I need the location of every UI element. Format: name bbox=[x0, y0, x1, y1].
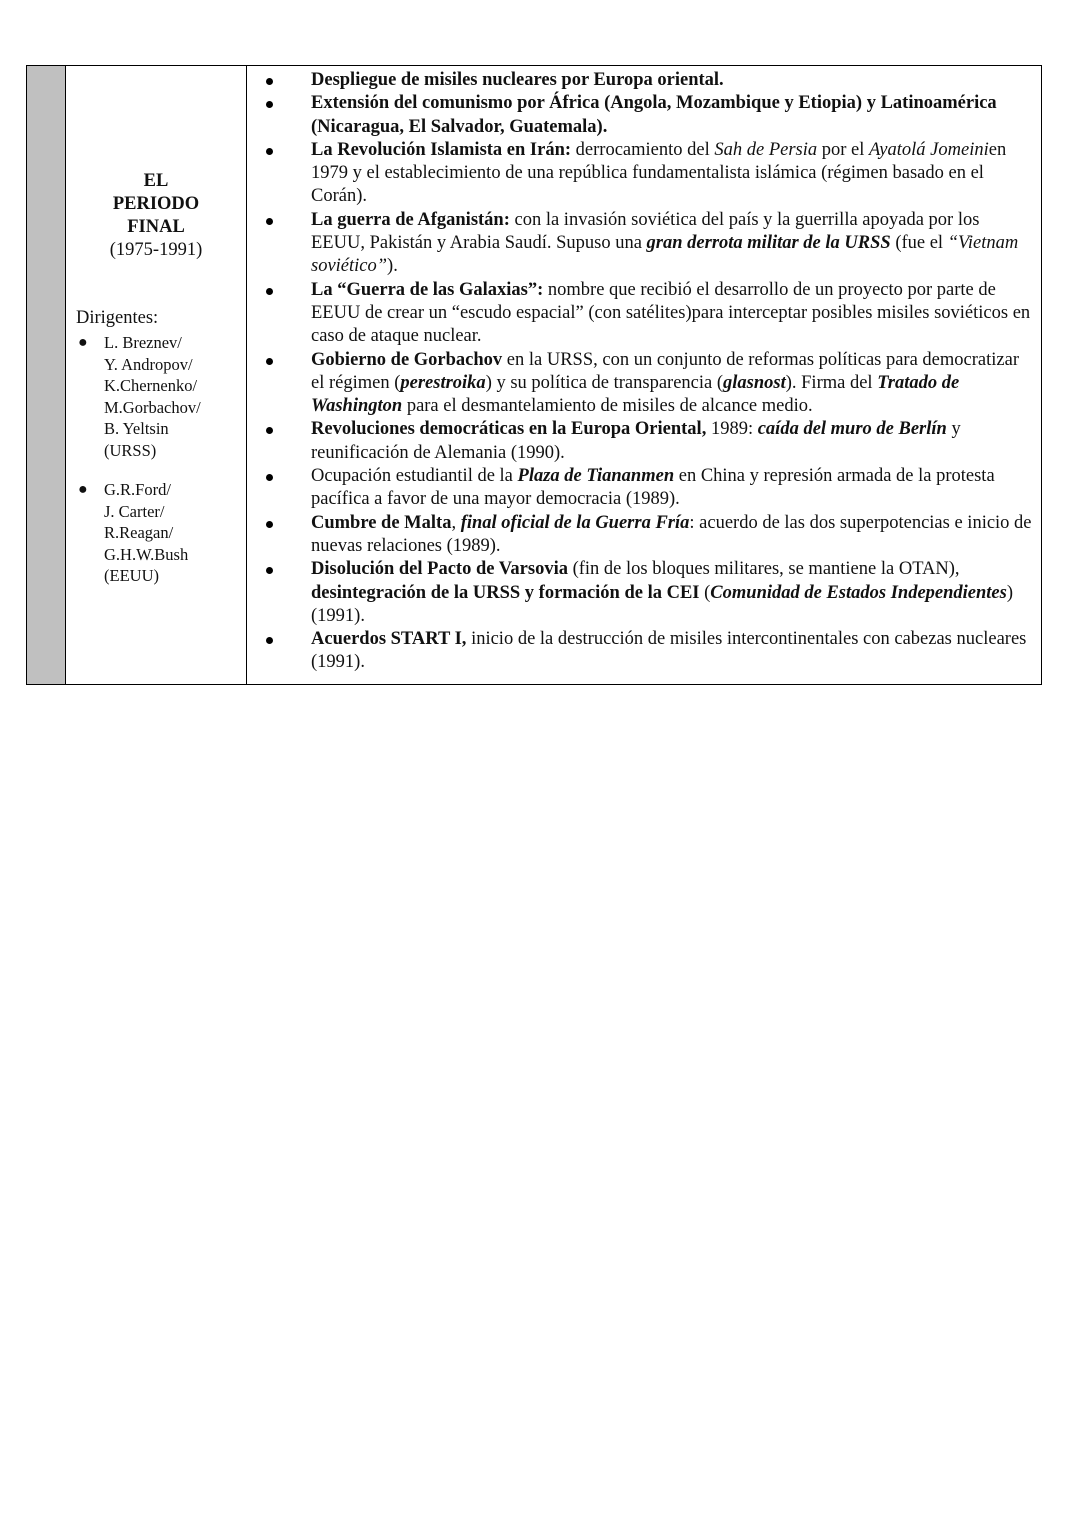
bullet-icon bbox=[266, 148, 273, 155]
event-text: en China y represión armada de la protesta pacífica a favor de una mayor democracia (1989). bbox=[311, 466, 995, 510]
event-text: en la URSS, con un conjunto de reformas políticas para democratizar el régimen ( bbox=[311, 349, 1019, 393]
event-text: Ocupación estudiantil de la bbox=[311, 466, 518, 487]
leader-name: M.Gorbachov/ bbox=[104, 397, 201, 417]
event-text: , bbox=[451, 512, 461, 533]
event-text: La “Guerra de las Galaxias”: bbox=[311, 279, 544, 300]
event-text: Gobierno de Gorbachov bbox=[311, 349, 503, 370]
event-text: para el desmantelamiento de misiles de alcance medio. bbox=[402, 396, 813, 417]
period-line-3: FINAL bbox=[127, 217, 185, 237]
event-text: Despliegue de misiles nucleares por Europa oriental. bbox=[311, 70, 724, 90]
event-item bbox=[259, 209, 1035, 279]
event-text: 1989: bbox=[706, 419, 758, 440]
bullet-icon bbox=[266, 567, 273, 574]
event-text: Revoluciones democráticas en la Europa Oriental, bbox=[311, 419, 707, 440]
leader-name: R.Reagan/ bbox=[104, 523, 174, 542]
bullet-icon bbox=[266, 637, 273, 644]
event-item bbox=[259, 512, 1035, 559]
bullet-icon bbox=[266, 358, 273, 365]
leader-name: J. Carter/ bbox=[104, 501, 165, 521]
event-text: (fue el bbox=[890, 233, 948, 254]
usa-leader-list bbox=[104, 479, 188, 587]
leaders-ussr bbox=[76, 332, 201, 461]
event-text: Extensión del comunismo por África (Angola, Mozambique y Etiopia) y Latinoamérica (Nicaragua, El Salvador, Guatemala). bbox=[311, 93, 997, 137]
event-text: ). bbox=[387, 256, 398, 277]
leader-name: L. Breznev/ bbox=[104, 333, 182, 352]
event-text: gran derrota militar de la URSS bbox=[646, 233, 891, 254]
event-text: derrocamiento del bbox=[571, 139, 715, 160]
event-item bbox=[259, 465, 1035, 512]
event-item bbox=[259, 628, 1035, 675]
event-text: Comunidad de Estados Independientes bbox=[710, 582, 1007, 603]
leaders-title: Dirigentes: bbox=[76, 308, 159, 328]
bullet-icon: ● bbox=[78, 481, 88, 498]
leader-name: Y. Andropov/ bbox=[104, 354, 193, 374]
events-list bbox=[259, 69, 1035, 675]
leader-country: (EEUU) bbox=[104, 566, 159, 585]
event-text: Tratado de Washington bbox=[311, 372, 960, 417]
event-item bbox=[259, 558, 1035, 628]
event-text: ( bbox=[699, 582, 711, 603]
event-text: Sah de Persia bbox=[714, 139, 818, 160]
bullet-icon bbox=[266, 78, 273, 85]
event-text: por el bbox=[817, 139, 870, 160]
event-text: : acuerdo de las dos superpotencias e inicio de nuevas relaciones (1989). bbox=[311, 512, 1032, 556]
event-text: Acuerdos START I, bbox=[311, 629, 467, 650]
event-text: Plaza de Tiananmen bbox=[517, 466, 675, 487]
event-text: desintegración de la URSS y formación de la CEI bbox=[311, 582, 700, 603]
period-dates: (1975-1991) bbox=[109, 240, 203, 260]
bullet-icon bbox=[266, 218, 273, 225]
event-text: inicio de la destrucción de misiles intercontinentales con cabezas nucleares (1991). bbox=[311, 629, 1027, 673]
event-item bbox=[259, 92, 1035, 139]
period-column bbox=[66, 66, 247, 684]
event-text: caída del muro de Berlín bbox=[757, 419, 947, 440]
period-line-1: EL bbox=[143, 171, 169, 191]
period-heading bbox=[66, 170, 246, 262]
event-text: ). Firma del bbox=[785, 372, 878, 393]
event-text: perestroika bbox=[400, 372, 486, 393]
period-line-2: PERIODO bbox=[112, 194, 200, 214]
event-text: La guerra de Afganistán: bbox=[311, 209, 510, 230]
event-text: Cumbre de Malta bbox=[311, 512, 452, 533]
leaders-usa bbox=[76, 479, 188, 587]
bullet-icon bbox=[266, 427, 273, 434]
event-text: ) y su política de transparencia ( bbox=[485, 372, 724, 393]
event-item bbox=[259, 139, 1035, 209]
event-item bbox=[259, 418, 1035, 465]
bullet-icon bbox=[266, 474, 273, 481]
event-item bbox=[259, 69, 1035, 92]
leader-name: B. Yeltsin bbox=[104, 419, 169, 438]
event-text: “Vietnam soviético” bbox=[311, 233, 1019, 277]
event-text: y reunificación de Alemania (1990). bbox=[311, 419, 961, 463]
event-text: en 1979 y el establecimiento de una república fundamentalista islámica (régimen basado en el Corán). bbox=[311, 139, 1007, 207]
event-text: La Revolución Islamista en Irán: bbox=[311, 139, 572, 160]
event-text: (fin de los bloques militares, se mantiene la OTAN), bbox=[567, 559, 960, 580]
event-text: nombre que recibió el desarrollo de un proyecto por parte de EEUU de crear un “escudo espacial” (con satélites)para interceptar posibles misiles soviéticos en caso de ataque nuclear. bbox=[311, 279, 1031, 347]
event-text: ) (1991). bbox=[311, 582, 1014, 626]
grey-margin-column bbox=[27, 66, 66, 684]
event-text: Disolución del Pacto de Varsovia bbox=[311, 559, 568, 580]
event-item bbox=[259, 349, 1035, 419]
leader-name: G.R.Ford/ bbox=[104, 480, 171, 499]
event-item bbox=[259, 279, 1035, 349]
leader-name: G.H.W.Bush bbox=[104, 544, 189, 564]
event-text: con la invasión soviética del país y la guerrilla apoyada por los EEUU, Pakistán y Arabia Saudí. Supuso una bbox=[311, 209, 980, 254]
leader-name: K.Chernenko/ bbox=[104, 376, 198, 395]
bullet-icon bbox=[266, 101, 273, 108]
event-text: final oficial de la Guerra Fría bbox=[460, 512, 690, 533]
bullet-icon bbox=[266, 288, 273, 295]
ussr-leader-list bbox=[104, 332, 201, 461]
leader-country: (URSS) bbox=[104, 440, 157, 460]
event-text: glasnost bbox=[723, 372, 786, 393]
events-column bbox=[247, 66, 1041, 684]
period-table bbox=[26, 65, 1042, 685]
bullet-icon: ● bbox=[78, 334, 88, 351]
event-text: Ayatolá Jomeini bbox=[869, 139, 989, 160]
bullet-icon bbox=[266, 521, 273, 528]
